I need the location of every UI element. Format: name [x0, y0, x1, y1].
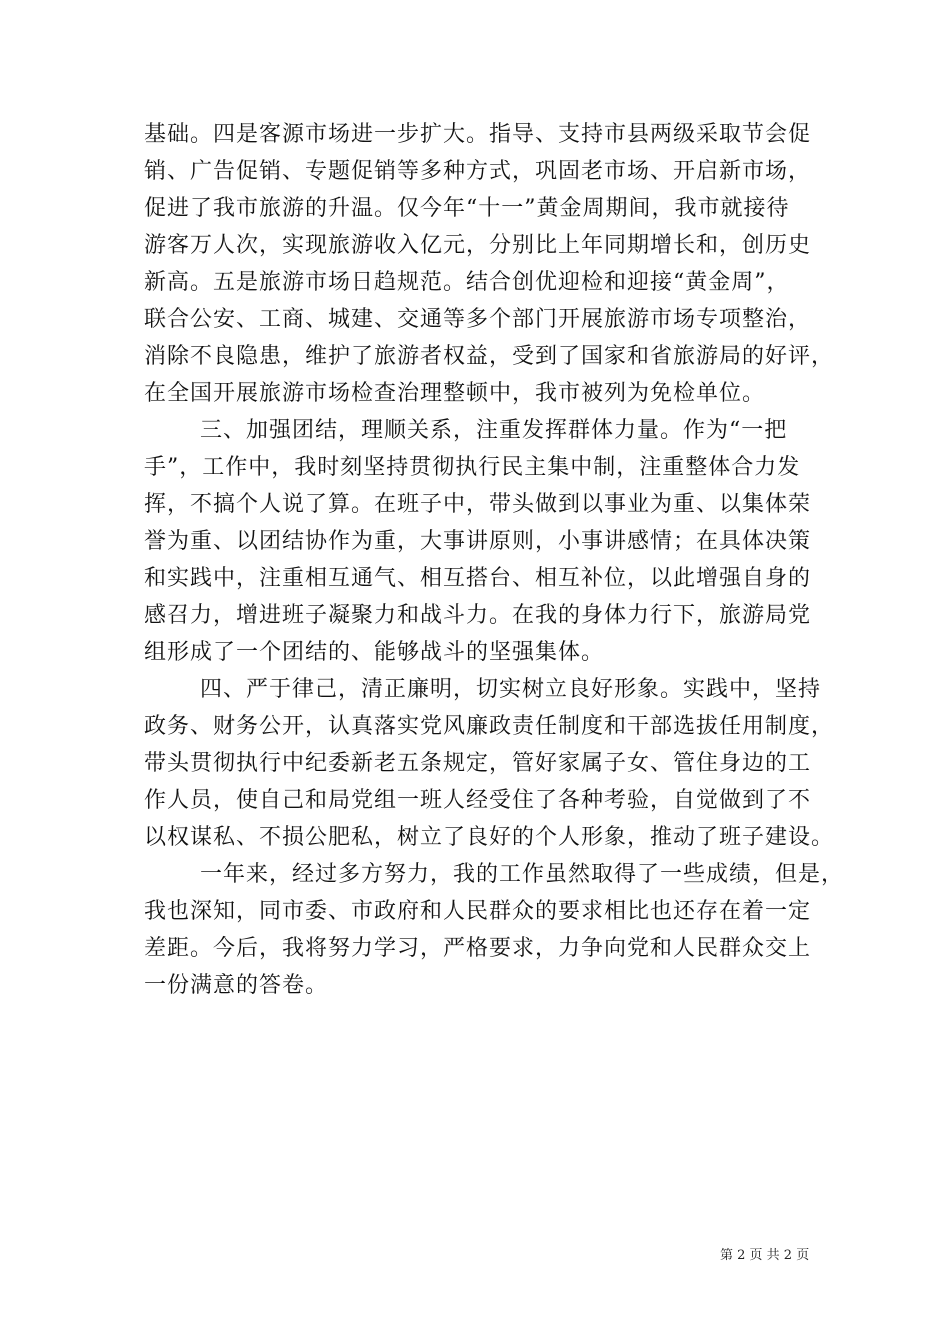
text-line: 新高。五是旅游市场日趋规范。结合创优迎检和迎接“黄金周”， — [144, 270, 790, 295]
text-line: 和实践中，注重相互通气、相互搭台、相互补位，以此增强自身的 — [144, 566, 812, 591]
text-line: 带头贯彻执行中纪委新老五条规定，管好家属子女、管住身边的工 — [144, 751, 812, 776]
text-line: 感召力，增进班子凝聚力和战斗力。在我的身体力行下，旅游局党 — [144, 603, 812, 628]
text-line: 促进了我市旅游的升温。仅今年“十一”黄金周期间，我市就接待 — [144, 196, 790, 221]
text-line: 挥，不搞个人说了算。在班子中，带头做到以事业为重、以集体荣 — [144, 492, 812, 517]
text-line: 手”，工作中，我时刻坚持贯彻执行民主集中制，注重整体合力发 — [144, 455, 801, 480]
text-line: 游客万人次，实现旅游收入亿元，分别比上年同期增长和，创历史 — [144, 233, 812, 258]
paragraph-4-first-line: 四、严于律己，清正廉明，切实树立良好形象。实践中，坚持 — [200, 677, 822, 702]
text-line: 在全国开展旅游市场检查治理整顿中，我市被列为免检单位。 — [144, 381, 766, 406]
text-line: 差距。今后，我将努力学习，严格要求，力争向党和人民群众交上 — [144, 936, 812, 961]
text-line: 联合公安、工商、城建、交通等多个部门开展旅游市场专项整治， — [144, 307, 812, 332]
paragraph-3-first-line: 三、加强团结，理顺关系，注重发挥群体力量。作为“一把 — [200, 418, 788, 443]
text-line: 誉为重、以团结协作为重，大事讲原则，小事讲感情；在具体决策 — [144, 529, 812, 554]
text-line: 消除不良隐患，维护了旅游者权益，受到了国家和省旅游局的好评， — [144, 344, 835, 369]
paragraph-5-first-line: 一年来，经过多方努力，我的工作虽然取得了一些成绩，但是， — [200, 862, 845, 887]
text-line: 一份满意的答卷。 — [144, 973, 329, 998]
text-line: 组形成了一个团结的、能够战斗的坚强集体。 — [144, 640, 605, 665]
text-line: 基础。四是客源市场进一步扩大。指导、支持市县两级采取节会促 — [144, 122, 812, 147]
text-line: 以权谋私、不损公肥私，树立了良好的个人形象，推动了班子建设。 — [144, 825, 835, 850]
text-line: 政务、财务公开，认真落实党风廉政责任制度和干部选拔任用制度， — [144, 714, 835, 739]
text-line: 销、广告促销、专题促销等多种方式，巩固老市场、开启新市场， — [144, 159, 812, 184]
page-number-footer: 第 2 页 共 2 页 — [720, 1248, 810, 1263]
text-line: 作人员，使自己和局党组一班人经受住了各种考验，自觉做到了不 — [144, 788, 812, 813]
text-line: 我也深知，同市委、市政府和人民群众的要求相比也还存在着一定 — [144, 899, 812, 924]
